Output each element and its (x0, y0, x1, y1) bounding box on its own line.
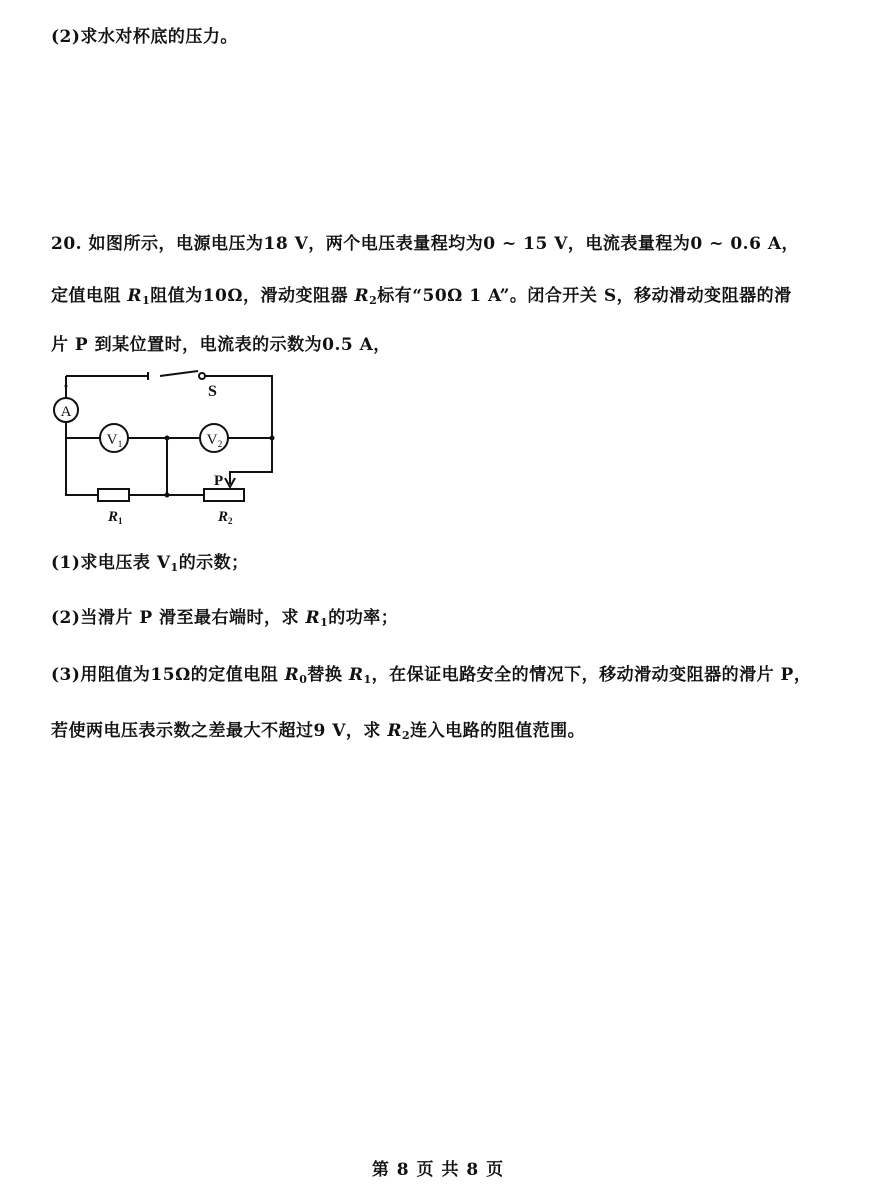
switch-label: S (208, 383, 217, 400)
question-20-part-3-line-2: 若使两电压表示数之差最大不超过9 V，求 $R_2$连入电路的阻值范围。 (51, 721, 586, 742)
svg-text:1: 1 (117, 439, 123, 449)
voltmeter-v1 (100, 424, 128, 452)
svg-text:A: A (60, 404, 72, 420)
dot-mark (65, 385, 68, 388)
question-20-line-1: 20. 如图所示，电源电压为18 V，两个电压表量程均为0 ~ 15 V，电流表量程为0 ~ 0.6 A， (51, 234, 800, 254)
junction-dot-right (270, 436, 275, 441)
switch-blade (160, 371, 198, 376)
r2-label-sub: 2 (228, 516, 233, 526)
junction-dot-middle (165, 436, 170, 441)
voltmeter-v2 (200, 424, 228, 452)
rheostat-r2 (204, 489, 244, 501)
resistor-r1 (98, 489, 129, 501)
page-footer: 第 8 页 共 8 页 (371, 1160, 505, 1180)
question-20-part-1: (1)求电压表 $V_1$的示数； (51, 553, 249, 574)
junction-dot-bottom (165, 493, 170, 498)
ammeter (54, 398, 78, 422)
r1-label-sub: 1 (118, 516, 123, 526)
svg-text:2: 2 (217, 439, 223, 449)
slider-label: P (214, 473, 224, 489)
r1-label: R (108, 509, 119, 525)
question-19-part-2: (2)求水对杯底的压力。 (51, 27, 238, 47)
svg-text:V: V (106, 432, 118, 448)
r2-label: R (218, 509, 229, 525)
switch-contact-right (199, 373, 205, 379)
slider-lead (230, 438, 272, 484)
question-20-part-3-line-1: (3)用阻值为15Ω的定值电阻 $R_0$替换 $R_1$，在保证电路安全的情况下，移动滑动变阻器的滑片 P， (51, 665, 812, 686)
circuit-diagram (50, 366, 290, 526)
wire-left-lower (66, 422, 98, 495)
svg-text:V: V (206, 432, 218, 448)
question-20-part-2: (2)当滑片 P 滑至最右端时，求 $R_1$的功率； (51, 608, 399, 629)
question-20-line-3: 片 P 到某位置时，电流表的示数为0.5 A， (51, 335, 391, 355)
question-20-line-2: 定值电阻 $R_1$阻值为10Ω，滑动变阻器 $R_2$标有“50Ω 1 A”。闭合开关 S，移动滑动变阻器的滑 (51, 286, 792, 307)
